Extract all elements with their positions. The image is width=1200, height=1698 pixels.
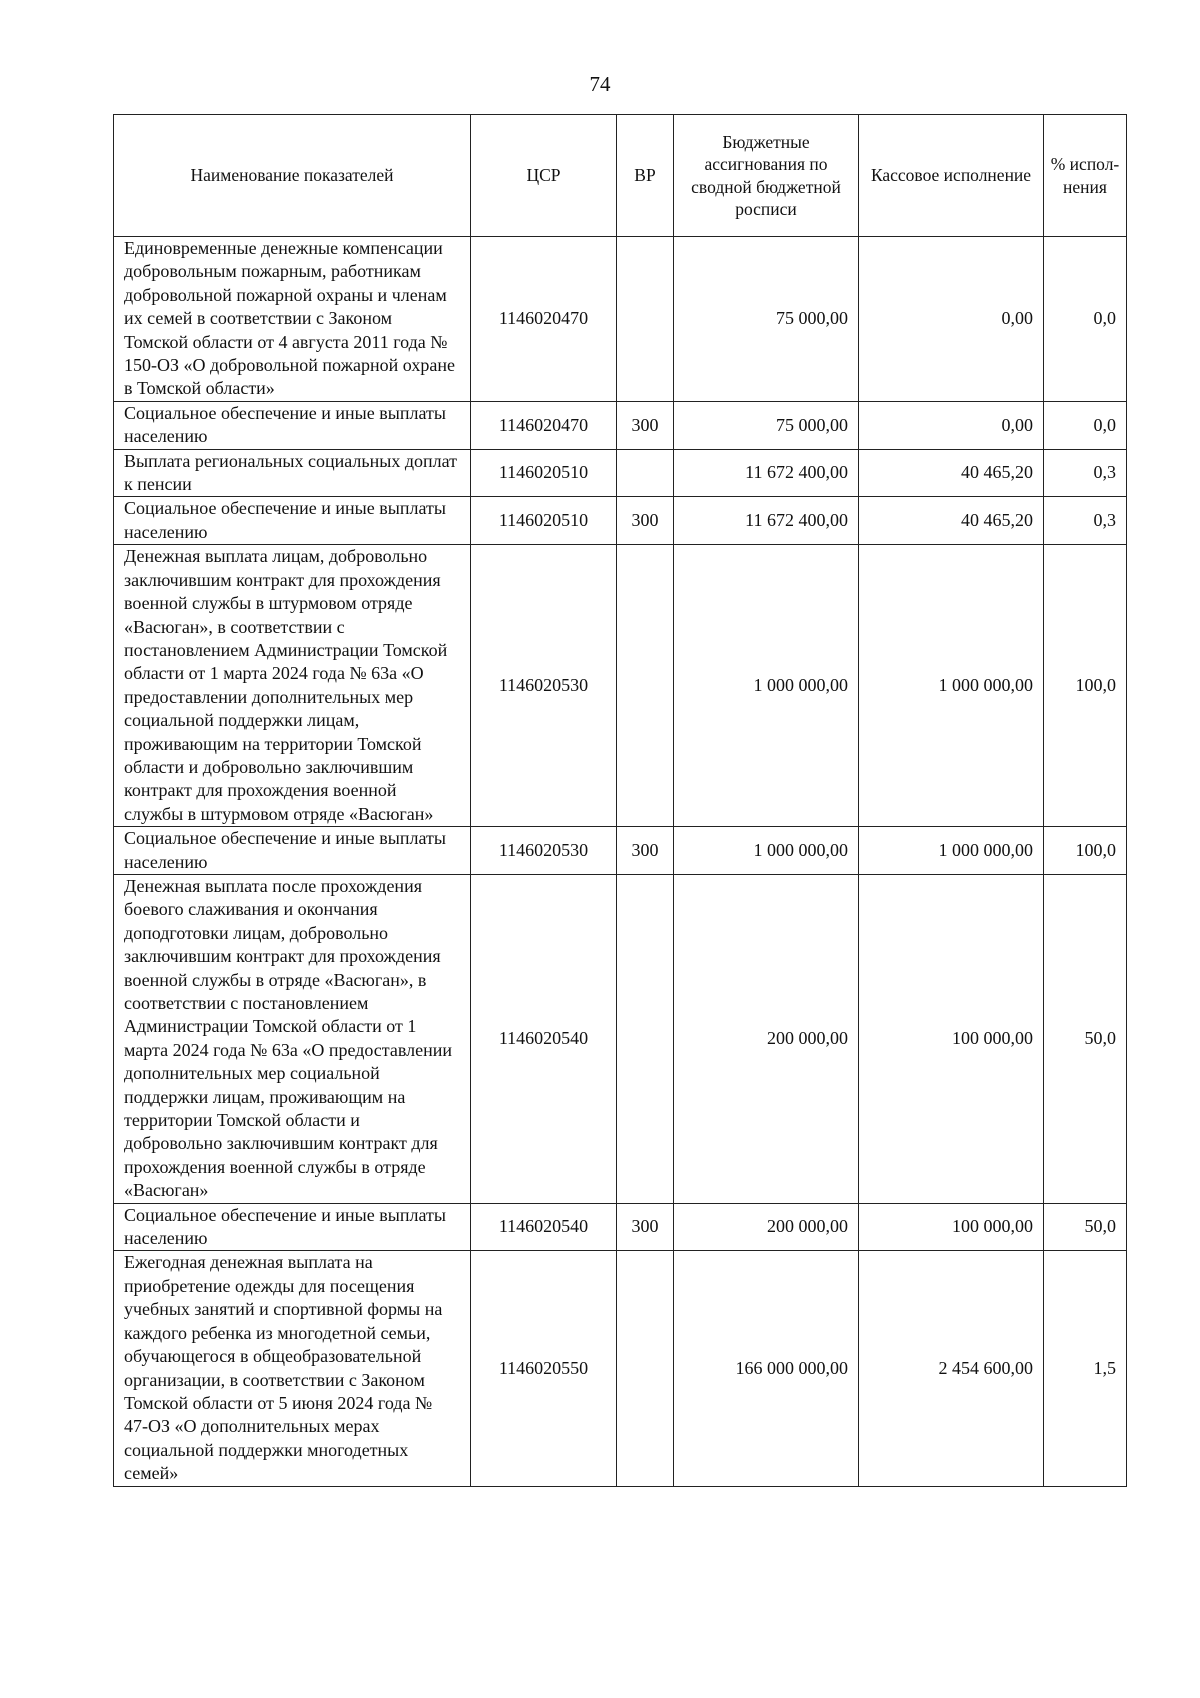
row-budget: 11 672 400,00: [674, 497, 859, 545]
row-csr: 1146020540: [471, 1203, 617, 1251]
row-percent: 1,5: [1044, 1251, 1127, 1486]
row-name: Социальное обеспечение и иные выплаты населению: [114, 1203, 471, 1251]
row-cash: 100 000,00: [859, 1203, 1044, 1251]
row-budget: 75 000,00: [674, 237, 859, 402]
row-cash: 0,00: [859, 401, 1044, 449]
row-cash: 1 000 000,00: [859, 827, 1044, 875]
header-vr: ВР: [617, 115, 674, 237]
row-budget: 1 000 000,00: [674, 545, 859, 827]
header-name: Наименование показателей: [114, 115, 471, 237]
row-name: Единовременные денежные компенсации добровольным пожарным, работникам добровольной пожарной охраны и членам их семей в соответствии с Законом Томской области от 4 августа 2011 года № 150-ОЗ «О добровольной пожарной охране в Томской области»: [114, 237, 471, 402]
row-csr: 1146020510: [471, 449, 617, 497]
table-row: [114, 237, 1127, 402]
row-budget: 200 000,00: [674, 874, 859, 1203]
row-cash: 2 454 600,00: [859, 1251, 1044, 1486]
row-csr: 1146020470: [471, 237, 617, 402]
row-name: Ежегодная денежная выплата на приобретение одежды для посещения учебных занятий и спортивной формы на каждого ребенка из многодетной семьи, обучающегося в общеобразовательной организации, в соответствии с Законом Томской области от 5 июня 2024 года № 47-ОЗ «О дополнительных мерах социальной поддержки многодетных семей»: [114, 1251, 471, 1486]
table-row: [114, 1251, 1127, 1486]
header-csr: ЦСР: [471, 115, 617, 237]
table-row: [114, 874, 1127, 1203]
row-vr: 300: [617, 401, 674, 449]
row-budget: 11 672 400,00: [674, 449, 859, 497]
row-csr: 1146020540: [471, 874, 617, 1203]
row-budget: 1 000 000,00: [674, 827, 859, 875]
row-vr: 300: [617, 827, 674, 875]
row-percent: 0,3: [1044, 449, 1127, 497]
row-vr: [617, 1251, 674, 1486]
row-cash: 40 465,20: [859, 449, 1044, 497]
row-percent: 0,3: [1044, 497, 1127, 545]
row-percent: 0,0: [1044, 401, 1127, 449]
row-budget: 200 000,00: [674, 1203, 859, 1251]
row-name: Социальное обеспечение и иные выплаты населению: [114, 827, 471, 875]
row-csr: 1146020510: [471, 497, 617, 545]
row-vr: 300: [617, 1203, 674, 1251]
row-vr: [617, 545, 674, 827]
row-cash: 40 465,20: [859, 497, 1044, 545]
row-vr: 300: [617, 497, 674, 545]
row-name: Социальное обеспечение и иные выплаты населению: [114, 401, 471, 449]
table-row: [114, 1203, 1127, 1251]
row-name: Выплата региональных социальных доплат к пенсии: [114, 449, 471, 497]
row-name: Денежная выплата лицам, добровольно заключившим контракт для прохождения военной службы в штурмовом отряде «Васюган», в соответствии с постановлением Администрации Томской области от 1 марта 2024 года № 63а «О предоставлении дополнительных мер социальной поддержки лицам, проживающим на территории Томской области и добровольно заключившим контракт для прохождения военной службы в штурмовом отряде «Васюган»: [114, 545, 471, 827]
header-percent: % испол-нения: [1044, 115, 1127, 237]
table-row: [114, 449, 1127, 497]
row-cash: 100 000,00: [859, 874, 1044, 1203]
header-cash: Кассовое исполнение: [859, 115, 1044, 237]
table-row: [114, 497, 1127, 545]
header-row: [114, 115, 1127, 237]
row-vr: [617, 449, 674, 497]
row-percent: 100,0: [1044, 545, 1127, 827]
row-percent: 0,0: [1044, 237, 1127, 402]
row-csr: 1146020550: [471, 1251, 617, 1486]
page-number: 74: [589, 72, 611, 96]
table-row: [114, 827, 1127, 875]
row-csr: 1146020530: [471, 545, 617, 827]
row-name: Социальное обеспечение и иные выплаты населению: [114, 497, 471, 545]
row-cash: 1 000 000,00: [859, 545, 1044, 827]
table-body: [114, 237, 1127, 1487]
row-vr: [617, 237, 674, 402]
row-percent: 100,0: [1044, 827, 1127, 875]
row-percent: 50,0: [1044, 874, 1127, 1203]
row-budget: 166 000 000,00: [674, 1251, 859, 1486]
row-csr: 1146020530: [471, 827, 617, 875]
table-header: [114, 115, 1127, 237]
row-budget: 75 000,00: [674, 401, 859, 449]
table-row: [114, 401, 1127, 449]
row-csr: 1146020470: [471, 401, 617, 449]
row-percent: 50,0: [1044, 1203, 1127, 1251]
row-vr: [617, 874, 674, 1203]
table-row: [114, 545, 1127, 827]
header-budget: Бюджетные ассигнования по сводной бюджетной росписи: [674, 115, 859, 237]
row-cash: 0,00: [859, 237, 1044, 402]
budget-execution-table: [113, 114, 1127, 1487]
row-name: Денежная выплата после прохождения боевого слаживания и окончания доподготовки лицам, добровольно заключившим контракт для прохождения военной службы в отряде «Васюган», в соответствии с постановлением Администрации Томской области от 1 марта 2024 года № 63а «О предоставлении дополнительных мер социальной поддержки лицам, проживающим на территории Томской области и добровольно заключившим контракт для прохождения военной службы в отряде «Васюган»: [114, 874, 471, 1203]
